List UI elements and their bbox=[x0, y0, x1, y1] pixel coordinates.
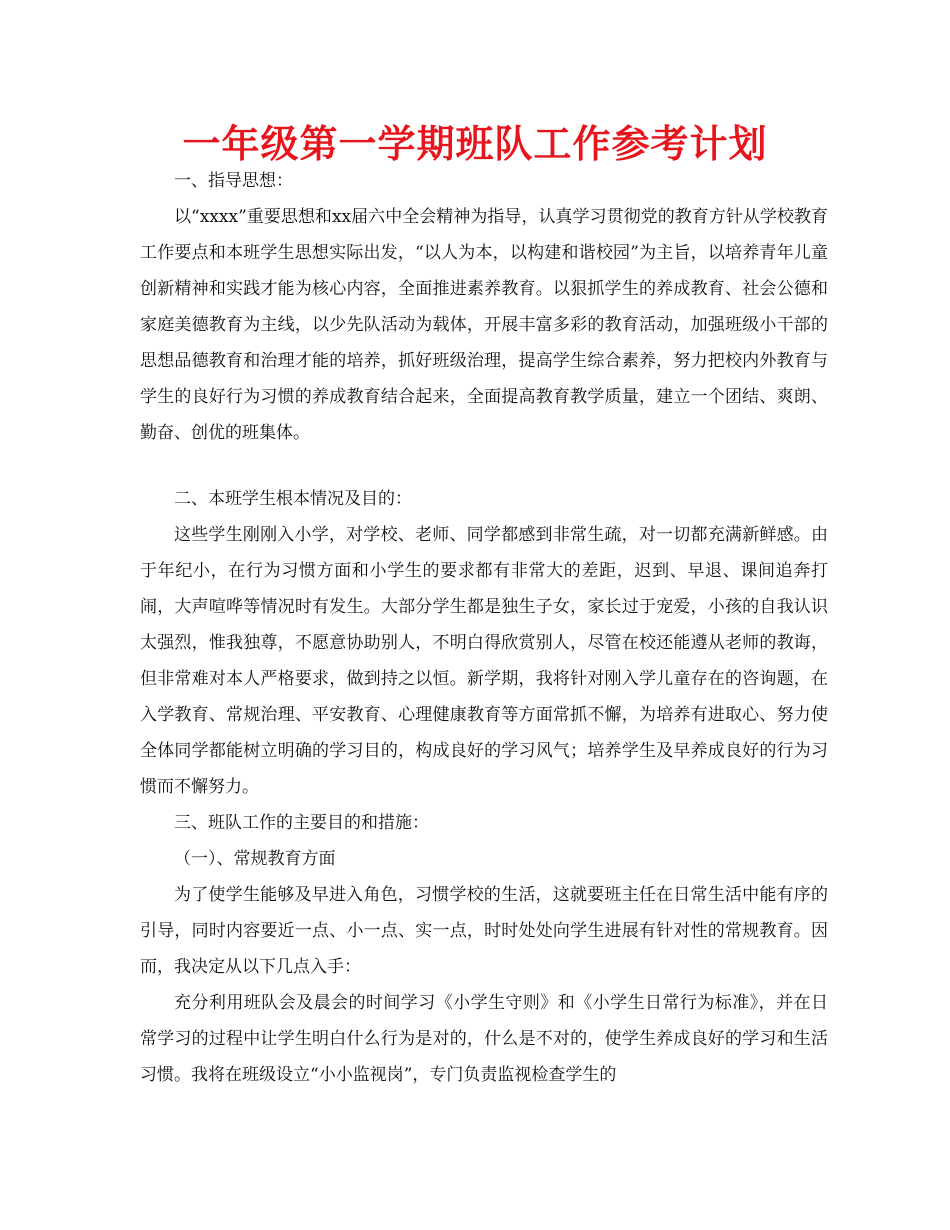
section-heading-goals-measures: 三、班队工作的主要目的和措施： bbox=[174, 813, 429, 833]
paragraph-study-rules: 充分利用班队会及晨会的时间学习《小学生守则》和《小学生日常行为标准》，并在日常学习的过程中让学生明白什么行为是对的，什么是不对的，使学生养成良好的学习和生活习惯。我将在班级设立“小小监视岗”，专门负责监视检查学生的 bbox=[140, 993, 828, 1085]
section-heading-class-situation: 二、本班学生根本情况及目的： bbox=[174, 489, 412, 509]
document-body bbox=[140, 163, 828, 1093]
document-title: 一年级第一学期班队工作参考计划 bbox=[182, 122, 768, 166]
subsection-heading-routine-education: （一）、常规教育方面 bbox=[174, 849, 336, 869]
paragraph-class-situation: 这些学生刚刚入小学，对学校、老师、同学都感到非常生疏，对一切都充满新鲜感。由于年纪小，在行为习惯方面和小学生的要求都有非常大的差距，迟到、早退、课间追奔打闹，大声喧哗等情况时有发生。大部分学生都是独生子女，家长过于宠爱，小孩的自我认识太强烈，惟我独尊，不愿意协助别人，不明白得欣赏别人，尽管在校还能遵从老师的教诲，但非常难对本人严格要求，做到持之以恒。新学期，我将针对刚入学儿童存在的咨询题，在入学教育、常规治理、平安教育、心理健康教育等方面常抓不懈，为培养有进取心、努力使全体同学都能树立明确的学习目的，构成良好的学习风气；培养学生及早养成良好的行为习惯而不懈努力。 bbox=[140, 525, 828, 797]
paragraph-guiding-ideology: 以“xxxx”重要思想和xx届六中全会精神为指导，认真学习贯彻党的教育方针从学校教育工作要点和本班学生思想实际出发，“以人为本，以构建和谐校园”为主旨，以培养青年儿童创新精神和实践才能为核心内容，全面推进素养教育。以狠抓学生的养成教育、社会公德和家庭美德教育为主线，以少先队活动为载体，开展丰富多彩的教育活动，加强班级小干部的思想品德教育和治理才能的培养，抓好班级治理，提高学生综合素养，努力把校内外教育与学生的良好行为习惯的养成教育结合起来，全面提高教育教学质量，建立一个团结、爽朗、勤奋、创优的班集体。 bbox=[140, 207, 828, 443]
paragraph-routine-education: 为了使学生能够及早进入角色，习惯学校的生活，这就要班主任在日常生活中能有序的引导，同时内容要近一点、小一点、实一点，时时处处向学生进展有针对性的常规教育。因而，我决定从以下几点入手： bbox=[140, 885, 828, 977]
section-heading-guiding-ideology: 一、指导思想： bbox=[174, 171, 293, 191]
